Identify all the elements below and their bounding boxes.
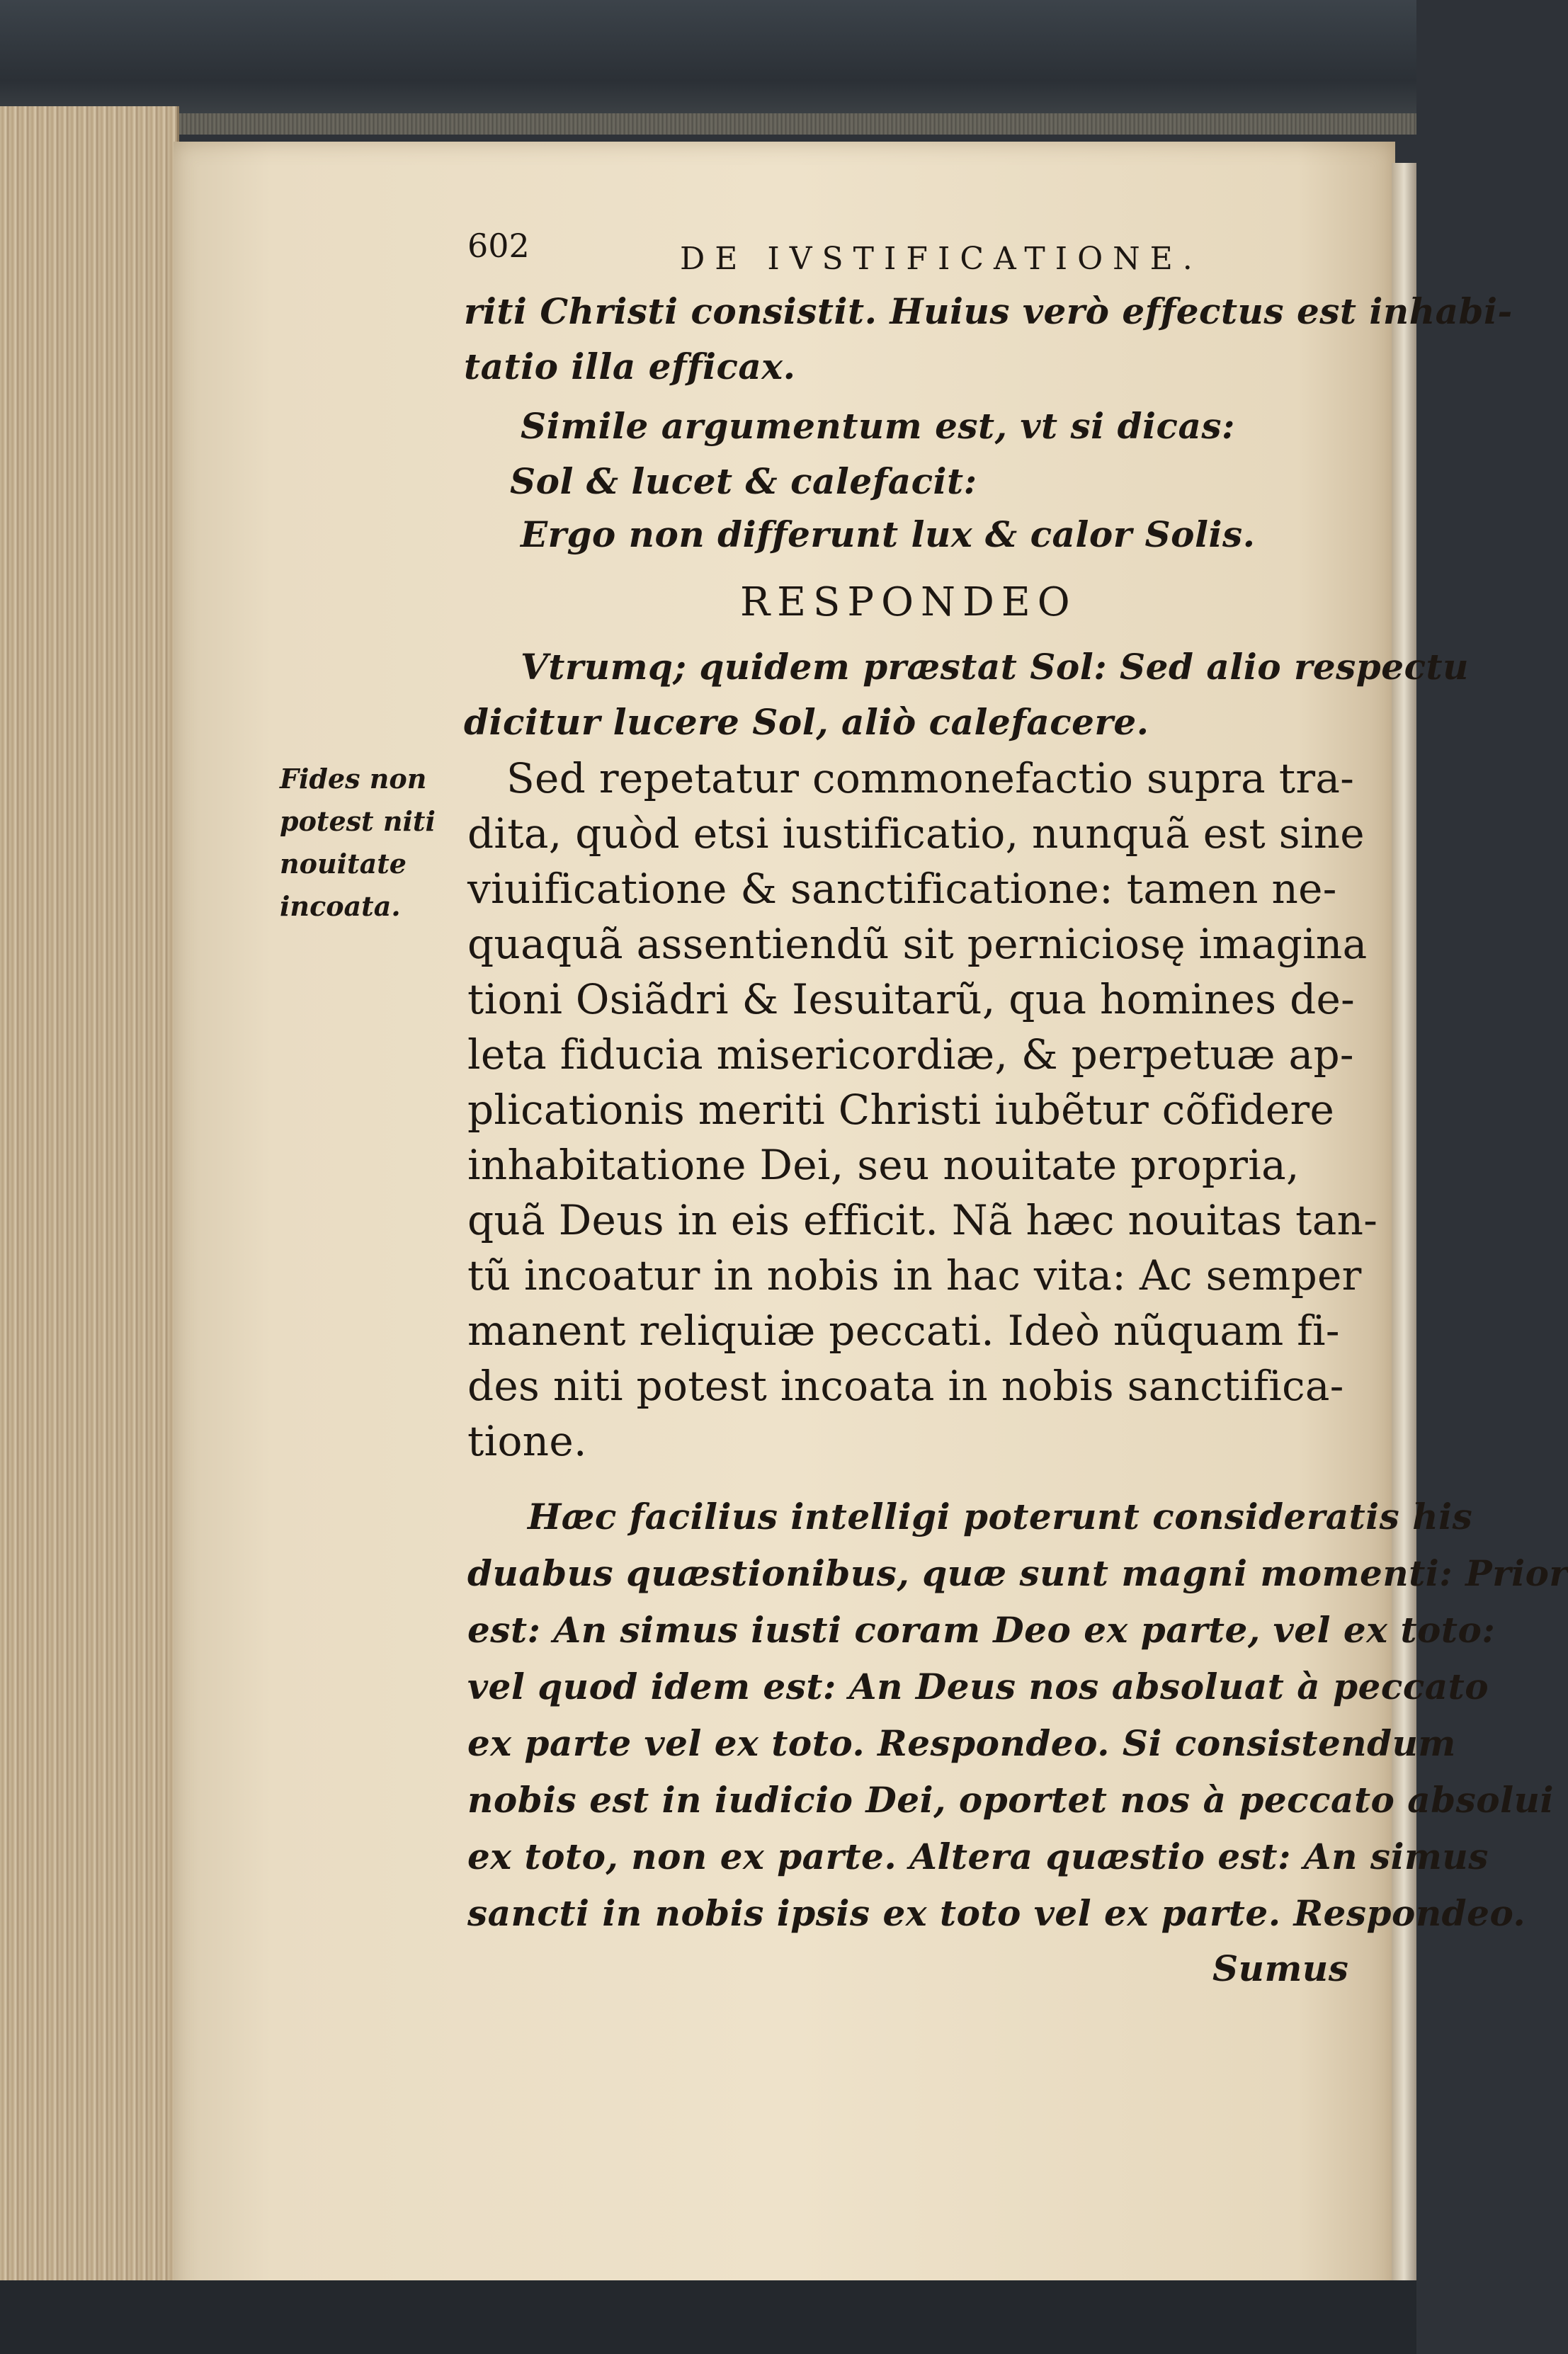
book-top-edge (0, 0, 1416, 135)
main-paragraph-line: plicationis meriti Christi iubẽtur cõfidere (467, 1086, 1335, 1134)
running-title: DE IVSTIFICATIONE. (680, 241, 1203, 277)
main-paragraph-line: Sed repetatur commonefactio supra tra- (506, 754, 1355, 802)
final-paragraph-line: nobis est in iudicio Dei, oportet nos à peccato absolui (467, 1779, 1554, 1821)
final-paragraph-line: est: An simus iusti coram Deo ex parte, vel ex toto: (467, 1609, 1496, 1651)
main-paragraph-line: dita, quòd etsi iustificatio, nunquã est sine (467, 809, 1365, 858)
final-paragraph-line: ex parte vel ex toto. Respondeo. Si consistendum (467, 1722, 1456, 1764)
main-paragraph-line: inhabitatione Dei, seu nouitate propria, (467, 1141, 1300, 1189)
right-page-edge (1392, 163, 1416, 2287)
syllogism-line: Ergo non differunt lux & calor Solis. (521, 513, 1256, 555)
main-paragraph-line: leta fiducia misericordiæ, & perpetuæ ap- (467, 1030, 1354, 1079)
margin-note-line: potest niti (280, 805, 436, 837)
final-paragraph-line: vel quod idem est: An Deus nos absoluat à peccato (467, 1666, 1489, 1707)
final-paragraph-line: sancti in nobis ipsis ex toto vel ex parte. Respondeo. (467, 1892, 1526, 1934)
margin-note-line: Fides non (280, 763, 427, 795)
page-stack-left (0, 106, 179, 2287)
text-line: Vtrumq; quidem præstat Sol: Sed alio respectu (521, 646, 1469, 688)
margin-note (280, 758, 436, 928)
catchword: Sumus (1212, 1948, 1349, 1989)
margin-note-line: nouitate (280, 848, 407, 880)
syllogism-line: Simile argumentum est, vt si dicas: (521, 405, 1235, 447)
syllogism-line: Sol & lucet & calefacit: (510, 460, 977, 502)
final-paragraph-line: ex toto, non ex parte. Altera quæstio est: An simus (467, 1836, 1489, 1877)
text-line: dicitur lucere Sol, aliò calefacere. (464, 701, 1149, 743)
text-line: riti Christi consistit. Huius verò effectus est inhabi- (464, 290, 1513, 332)
text-line: tatio illa efficax. (464, 346, 796, 387)
respondeo-heading: RESPONDEO (740, 579, 1077, 625)
main-paragraph-line: tione. (467, 1417, 587, 1465)
main-paragraph-line: quaquã assentiendũ sit perniciosę imagina (467, 920, 1368, 968)
main-paragraph-line: quã Deus in eis efficit. Nã hæc nouitas tan- (467, 1196, 1378, 1244)
main-paragraph-line: des niti potest incoata in nobis sanctifica- (467, 1362, 1344, 1410)
main-paragraph-line: tioni Osiãdri & Iesuitarũ, qua homines de- (467, 975, 1356, 1023)
main-paragraph-line: manent reliquiæ peccati. Ideò nũquam fi- (467, 1307, 1340, 1355)
final-paragraph-line: Hæc facilius intelligi poterunt consideratis his (528, 1496, 1473, 1537)
final-paragraph-line: duabus quæstionibus, quæ sunt magni momenti: Prior (467, 1552, 1568, 1594)
page-number: 602 (467, 227, 530, 265)
main-paragraph-line: viuificatione & sanctificatione: tamen ne- (467, 865, 1337, 913)
margin-note-line: incoata. (280, 890, 401, 922)
bottom-background (0, 2280, 1416, 2354)
main-paragraph-line: tũ incoatur in nobis in hac vita: Ac semper (467, 1251, 1362, 1300)
